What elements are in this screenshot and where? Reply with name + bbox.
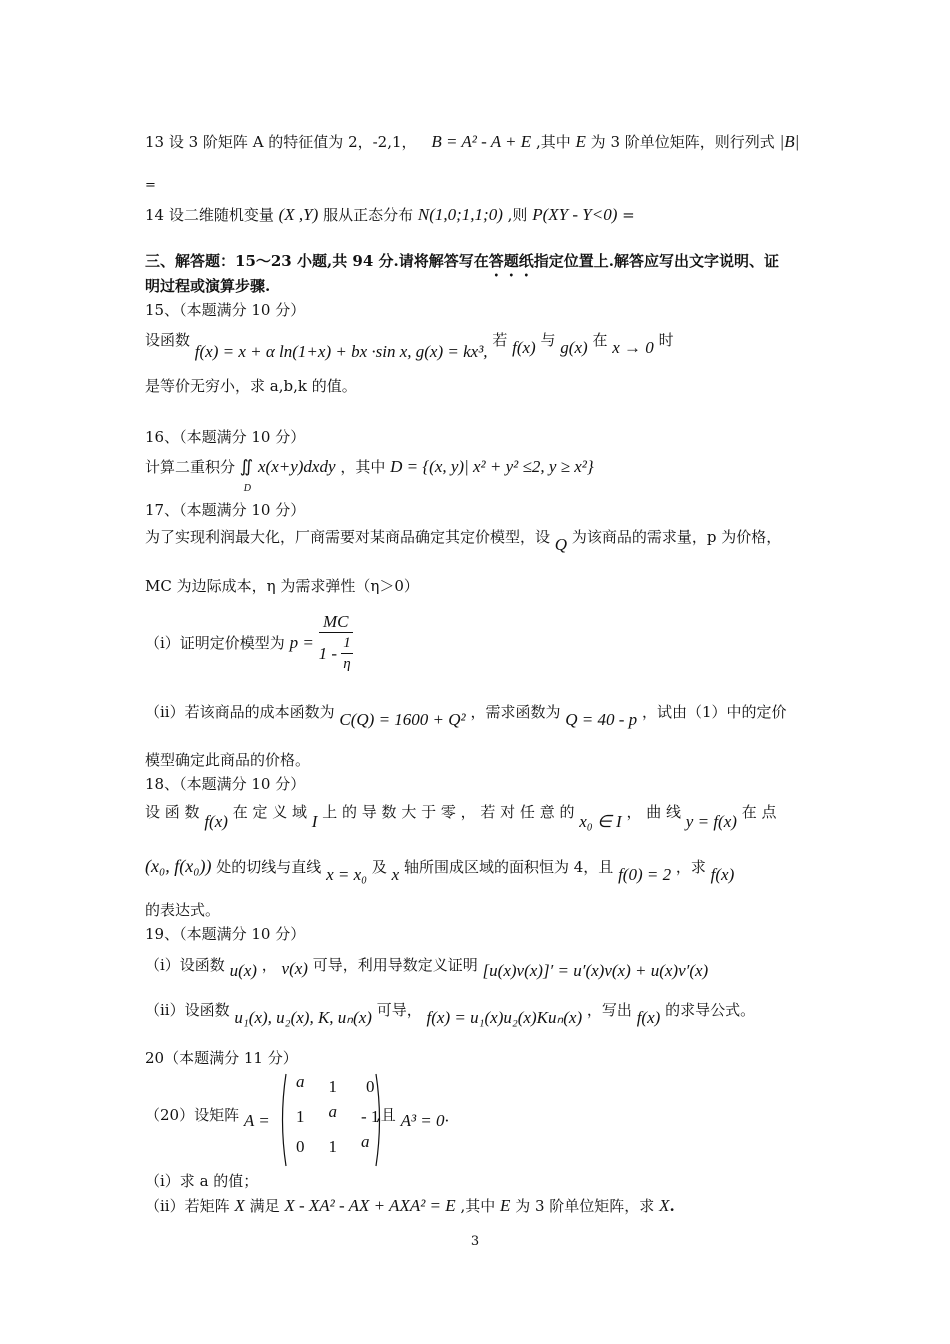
q18-heading: 18、（本题满分 10 分） <box>145 775 306 793</box>
q20-text-b: ,且 <box>376 1106 396 1124</box>
q20-ii-e: E <box>500 1196 511 1215</box>
q20-ii-equation: X - XA² - AX + AXA² = E <box>284 1196 456 1215</box>
q18-fx2: f(x) <box>710 865 735 884</box>
section3-line2: 明过程或演算步骤. <box>145 277 271 295</box>
q19-ii-product: f(x) = u₁(x)u₂(x)Kuₙ(x) <box>426 1008 583 1027</box>
q17-line2: MC 为边际成本，η 为需求弹性（η＞0） <box>145 577 419 595</box>
q18-line2 <box>145 856 735 884</box>
q15-text-c: 与 <box>540 331 556 349</box>
q20-part-i: （i）求 a 的值； <box>145 1172 259 1190</box>
q18-text-h: 轴所围成区域的面积恒为 4，且 <box>403 858 614 876</box>
q18-text-c: 上 的 导 数 大 于 零 ， 若 对 任 意 的 <box>322 803 575 821</box>
q17-line1 <box>145 527 782 554</box>
q13-equals: = <box>145 178 156 193</box>
q20-matrix <box>278 1072 391 1162</box>
section3-text-b: 指定位置上.解答应写出文字说明、证 <box>533 252 779 270</box>
matrix-cell: 1 <box>328 1077 337 1096</box>
q15-gx: g(x) <box>560 338 588 357</box>
q15-fx: f(x) <box>512 338 536 357</box>
q14-text-c: ,则 <box>507 206 528 224</box>
q20-text-a: （20）设矩阵 <box>145 1106 240 1124</box>
q16-heading: 16、（本题满分 10 分） <box>145 428 306 446</box>
q17-ii-text-c: ，试由（1）中的定价 <box>641 703 787 721</box>
q18-text-a: 设 函 数 <box>145 803 200 821</box>
q13-identity: E <box>575 132 586 151</box>
section3-dotted: 答题纸 <box>488 252 534 270</box>
q18-text-e: 在 点 <box>741 803 777 821</box>
q18-text-f: 处的切线与直线 <box>216 858 322 876</box>
q20-part-ii <box>145 1196 675 1216</box>
q16-integral-sign: ∬ <box>239 457 254 476</box>
q19-u: u(x) <box>229 961 257 980</box>
q20-ii-text-d: 为 3 阶单位矩阵，求 <box>515 1197 655 1215</box>
q19-ii-text-d: 的求导公式。 <box>665 1001 756 1019</box>
q20-line1-tail <box>376 1105 449 1130</box>
q20-ii-x2: X <box>659 1196 670 1215</box>
q19-ii-text-c: ，写出 <box>586 1001 632 1019</box>
q15-line1 <box>145 330 674 361</box>
q18-point: (x₀, f(x₀)) <box>145 856 212 876</box>
q16-text-b: ，其中 <box>340 458 386 476</box>
q17-inner-num: 1 <box>341 633 353 654</box>
q17-ii-demand: Q = 40 - p <box>565 710 638 729</box>
q14-normal: N(1,0;1,1;0) <box>417 205 503 224</box>
q16-line <box>145 457 594 494</box>
q18-domain-i: I <box>311 812 318 831</box>
q19-part-ii <box>145 1000 756 1027</box>
q15-text-e: 时 <box>658 331 674 349</box>
section3-text-a: 三、解答题：15～23 小题,共 94 分.请将解答写在 <box>145 252 489 270</box>
q19-i-text-b: ， <box>261 956 277 974</box>
q17-text-a: 为了实现利润最大化，厂商需要对某商品确定其定价模型，设 <box>145 528 551 546</box>
q14-text-a: 14 设二维随机变量 <box>145 206 274 224</box>
q17-den-a: 1 - <box>318 643 338 663</box>
q15-line2: 是等价无穷小，求 a,b,k 的值。 <box>145 377 357 395</box>
q17-inner-fraction <box>341 633 353 674</box>
q17-inner-den: η <box>343 656 351 672</box>
q19-i-text-a: （i）设函数 <box>145 956 225 974</box>
q17-fraction-den <box>319 633 353 674</box>
page-number: 3 <box>470 1234 480 1249</box>
matrix-cell: 1 <box>328 1137 337 1156</box>
matrix-cell: - 1 <box>361 1107 380 1126</box>
q14-text-b: 服从正态分布 <box>323 206 414 224</box>
q17-ii-line2: 模型确定此商品的价格。 <box>145 751 311 769</box>
q20-ii-text-c: ,其中 <box>460 1197 496 1215</box>
matrix-cell: 0 <box>296 1137 305 1156</box>
q19-ii-fx: f(x) <box>636 1008 661 1027</box>
q15-text-a: 设函数 <box>145 331 191 349</box>
q20-ii-x: X <box>234 1196 245 1215</box>
q18-curve: y = f(x) <box>685 812 737 831</box>
q17-ii-cost: C(Q) = 1600 + Q² <box>339 710 466 729</box>
q13-text-a: 13 设 3 阶矩阵 A 的特征值为 2，-2,1， <box>145 133 417 151</box>
q18-text-d: ， 曲 线 <box>626 803 682 821</box>
q16-domain-sub: D <box>243 483 252 494</box>
q13-text-c: 为 3 阶单位矩阵，则行列式 <box>590 133 775 151</box>
q20-left-paren <box>278 1072 288 1168</box>
q20-a-cubed: A³ = 0· <box>400 1111 449 1130</box>
q20-ii-text-b: 满足 <box>249 1197 280 1215</box>
q19-part-i <box>145 955 709 980</box>
q19-i-text-c: 可导，利用导数定义证明 <box>312 956 478 974</box>
q20-a-eq: A = <box>243 1111 270 1130</box>
q17-ii-text-a: （ii）若该商品的成本函数为 <box>145 703 335 721</box>
matrix-cell: 1 <box>296 1107 305 1126</box>
q14-equals: = <box>622 206 635 224</box>
q17-part-i <box>145 612 353 682</box>
q20-line1 <box>145 1105 270 1130</box>
q14-line <box>145 205 635 225</box>
q13-determinant: |B| <box>779 132 800 151</box>
q17-ii-text-b: ，需求函数为 <box>470 703 561 721</box>
q15-text-b: 若 <box>492 331 508 349</box>
q14-vars: (X ,Y) <box>278 205 319 224</box>
q18-fx: f(x) <box>204 812 228 831</box>
matrix-cell: a <box>328 1102 337 1121</box>
q18-text-k: ，求 <box>675 858 706 876</box>
q17-i-text: （i）证明定价模型为 <box>145 634 285 652</box>
q18-line3: 的表达式。 <box>145 901 221 919</box>
q17-fraction <box>319 612 353 674</box>
q18-f0: f(0) = 2 <box>618 865 672 884</box>
q15-limit: x → 0 <box>612 338 654 357</box>
q16-integral <box>239 457 254 494</box>
q13-equation: B = A² - A + E <box>431 132 532 151</box>
matrix-cell: a <box>296 1072 305 1091</box>
q16-domain: D = {(x, y)| x² + y² ≤2, y ≥ x²} <box>390 457 594 476</box>
q17-heading: 17、（本题满分 10 分） <box>145 501 306 519</box>
q15-heading: 15、（本题满分 10 分） <box>145 301 306 319</box>
q19-v: v(x) <box>281 959 308 978</box>
q17-fraction-num: MC <box>319 612 353 633</box>
q18-text-b: 在 定 义 域 <box>232 803 308 821</box>
matrix-cell: 0 <box>365 1077 375 1096</box>
matrix-cell: a <box>361 1132 370 1151</box>
q15-text-d: 在 <box>592 331 608 349</box>
q17-part-ii <box>145 702 787 729</box>
q18-text-g: 及 <box>371 858 387 876</box>
q16-text-a: 计算二重积分 <box>145 458 236 476</box>
q19-product-rule: [u(x)v(x)]′ = u′(x)v(x) + u(x)v′(x) <box>482 961 709 980</box>
q19-ii-text-b: 可导， <box>376 1001 422 1019</box>
q19-ii-functions: u₁(x), u₂(x), K, uₙ(x) <box>234 1008 372 1027</box>
q16-integrand: x(x+y)dxdy <box>258 457 336 476</box>
q18-x-axis: x <box>391 865 400 884</box>
q17-i-p: p = <box>289 633 314 652</box>
q13-line <box>145 132 799 152</box>
q19-ii-text-a: （ii）设函数 <box>145 1001 230 1019</box>
q13-text-b: ,其中 <box>535 133 571 151</box>
q20-heading: 20（本题满分 11 分） <box>145 1049 298 1067</box>
q20-ii-period: . <box>669 1197 675 1215</box>
q18-line-x0: x = x₀ <box>326 865 368 884</box>
q17-q: Q <box>554 535 568 554</box>
q15-functions: f(x) = x + α ln(1+x) + bx ·sin x, g(x) = kx³, <box>194 342 488 361</box>
q17-text-b: 为该商品的需求量，p 为价格， <box>571 528 782 546</box>
q18-x0: x₀ ∈ I <box>579 812 622 831</box>
q20-ii-text-a: （ii）若矩阵 <box>145 1197 230 1215</box>
q14-probability: P(XY - Y<0) <box>532 205 618 224</box>
q18-line1 <box>145 802 777 831</box>
q19-heading: 19、（本题满分 10 分） <box>145 925 306 943</box>
